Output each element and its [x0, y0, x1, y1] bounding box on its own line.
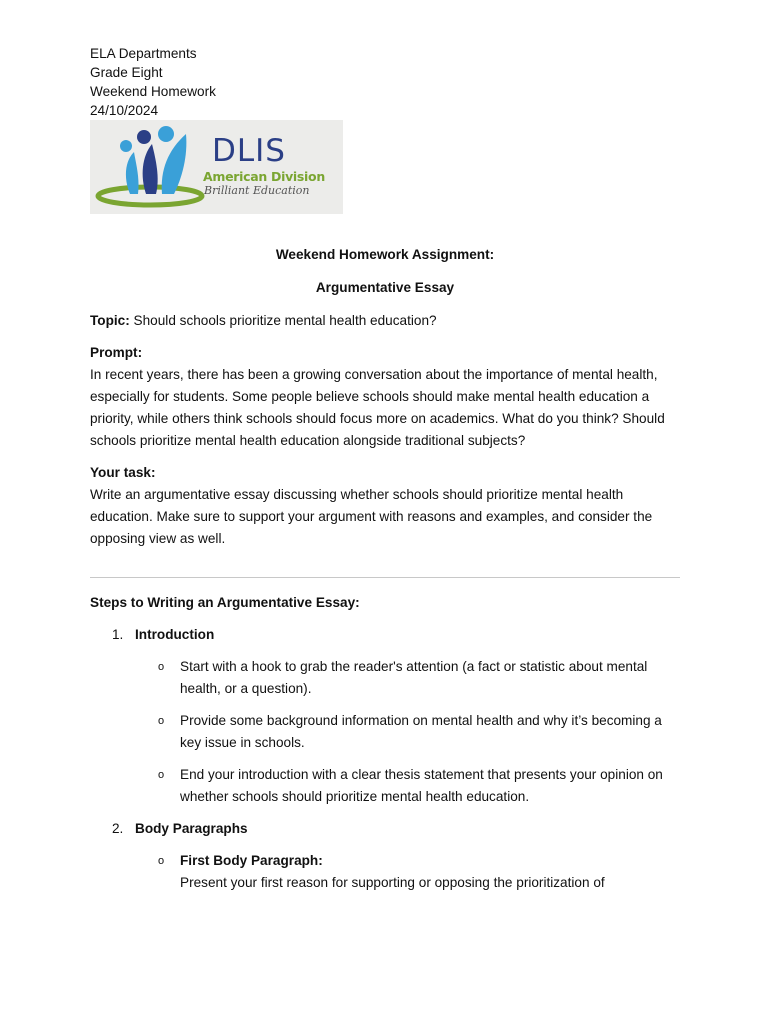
list-item-text: End your introduction with a clear thesis statement that presents your opinion on whether schools should prioritize mental health education. [180, 767, 663, 804]
task-label: Your task: [90, 465, 156, 480]
step-number: 1. [112, 627, 124, 642]
prompt-text: In recent years, there has been a growing conversation about the importance of mental health, especially for students. Some people believe schools should make mental health education a priority, while others think schools should focus more on academics. What do you think? Should schools prioritize mental health education alongside traditional subjects? [90, 367, 665, 448]
list-item-text: Start with a hook to grab the reader's attention (a fact or statistic about mental health, or a question). [180, 659, 648, 696]
topic-paragraph [90, 310, 680, 332]
document-page [90, 44, 680, 894]
date-line: 24/10/2024 [90, 103, 159, 118]
bullet-icon: o [158, 769, 165, 781]
topic-text: Should schools prioritize mental health education? [133, 313, 437, 328]
bullet-icon: o [158, 855, 165, 867]
homework-type-line: Weekend Homework [90, 84, 216, 99]
list-item-text: Provide some background information on mental health and why it’s becoming a key issue in schools. [180, 713, 662, 750]
department-line: ELA Departments [90, 46, 197, 61]
assignment-heading: Weekend Homework Assignment: [275, 247, 495, 262]
assignment-subheading: Argumentative Essay [315, 280, 455, 295]
step-body-paragraphs [90, 818, 680, 840]
logo-subtitle: American Division [203, 169, 325, 184]
logo-name: DLIS [212, 133, 286, 169]
step-number: 2. [112, 821, 124, 836]
step-introduction [90, 624, 680, 646]
list-item [90, 656, 680, 700]
list-item-text: Present your first reason for supporting or opposing the prioritization of [180, 875, 605, 890]
list-item [90, 850, 680, 894]
step-title: Body Paragraphs [135, 821, 248, 836]
prompt-label: Prompt: [90, 345, 143, 360]
step-title: Introduction [135, 627, 215, 642]
list-item [90, 764, 680, 808]
logo-tagline: Brilliant Education [204, 184, 310, 197]
topic-label: Topic: [90, 313, 130, 328]
task-text: Write an argumentative essay discussing whether schools should prioritize mental health education. Make sure to support your argument with reasons and examples, and consider the opposing view as well. [90, 487, 653, 546]
bullet-icon: o [158, 661, 165, 673]
list-item [90, 710, 680, 754]
steps-heading: Steps to Writing an Argumentative Essay: [90, 595, 360, 610]
grade-line: Grade Eight [90, 65, 163, 80]
list-item-label: First Body Paragraph: [180, 853, 323, 868]
school-logo [90, 120, 343, 214]
section-divider [90, 577, 680, 578]
document-header [90, 44, 680, 120]
bullet-icon: o [158, 715, 165, 727]
